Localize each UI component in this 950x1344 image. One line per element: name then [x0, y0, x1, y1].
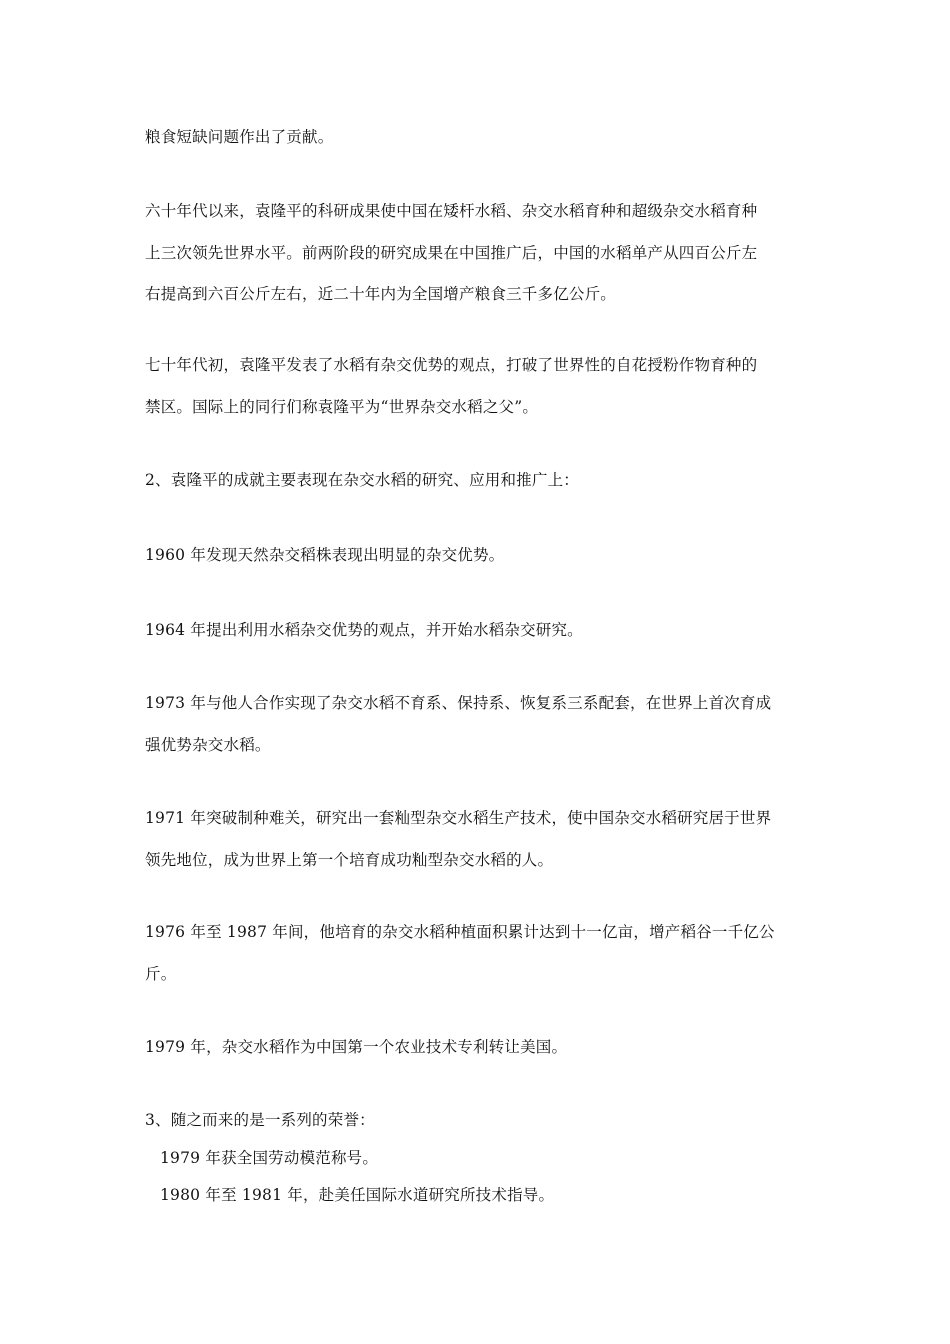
text-line: 六十年代以来，袁隆平的科研成果使中国在矮杆水稻、杂交水稻育种和超级杂交水稻育种: [145, 202, 758, 220]
text-line: 强优势杂交水稻。: [145, 736, 271, 754]
text-line: 领先地位，成为世界上第一个培育成功籼型杂交水稻的人。: [145, 851, 554, 869]
text-line: 右提高到六百公斤左右，近二十年内为全国增产粮食三千多亿公斤。: [145, 285, 617, 303]
section-heading: 2、袁隆平的成就主要表现在杂交水稻的研究、应用和推广上：: [145, 471, 579, 489]
text-line: 粮食短缺问题作出了贡献。: [145, 128, 334, 146]
section-heading: 3、随之而来的是一系列的荣誉：: [145, 1111, 375, 1129]
list-item: 1979 年获全国劳动模范称号。: [160, 1149, 379, 1167]
text-line: 1979 年，杂交水稻作为中国第一个农业技术专利转让美国。: [145, 1038, 568, 1056]
text-line: 1976 年至 1987 年间，他培育的杂交水稻种植面积累计达到十一亿亩，增产稻谷一千亿公: [145, 923, 775, 941]
text-line: 禁区。国际上的同行们称袁隆平为“世界杂交水稻之父”。: [145, 398, 539, 416]
text-line: 1971 年突破制种难关，研究出一套籼型杂交水稻生产技术，使中国杂交水稻研究居于世界: [145, 809, 772, 827]
text-line: 上三次领先世界水平。前两阶段的研究成果在中国推广后，中国的水稻单产从四百公斤左: [145, 244, 758, 262]
text-line: 1964 年提出利用水稻杂交优势的观点，并开始水稻杂交研究。: [145, 621, 583, 639]
text-line: 斤。: [145, 965, 177, 983]
list-item: 1980 年至 1981 年，赴美任国际水道研究所技术指导。: [160, 1186, 555, 1204]
text-line: 1960 年发现天然杂交稻株表现出明显的杂交优势。: [145, 546, 505, 564]
text-line: 七十年代初，袁隆平发表了水稻有杂交优势的观点，打破了世界性的自花授粉作物育种的: [145, 356, 758, 374]
text-line: 1973 年与他人合作实现了杂交水稻不育系、保持系、恢复系三系配套，在世界上首次育成: [145, 694, 772, 712]
